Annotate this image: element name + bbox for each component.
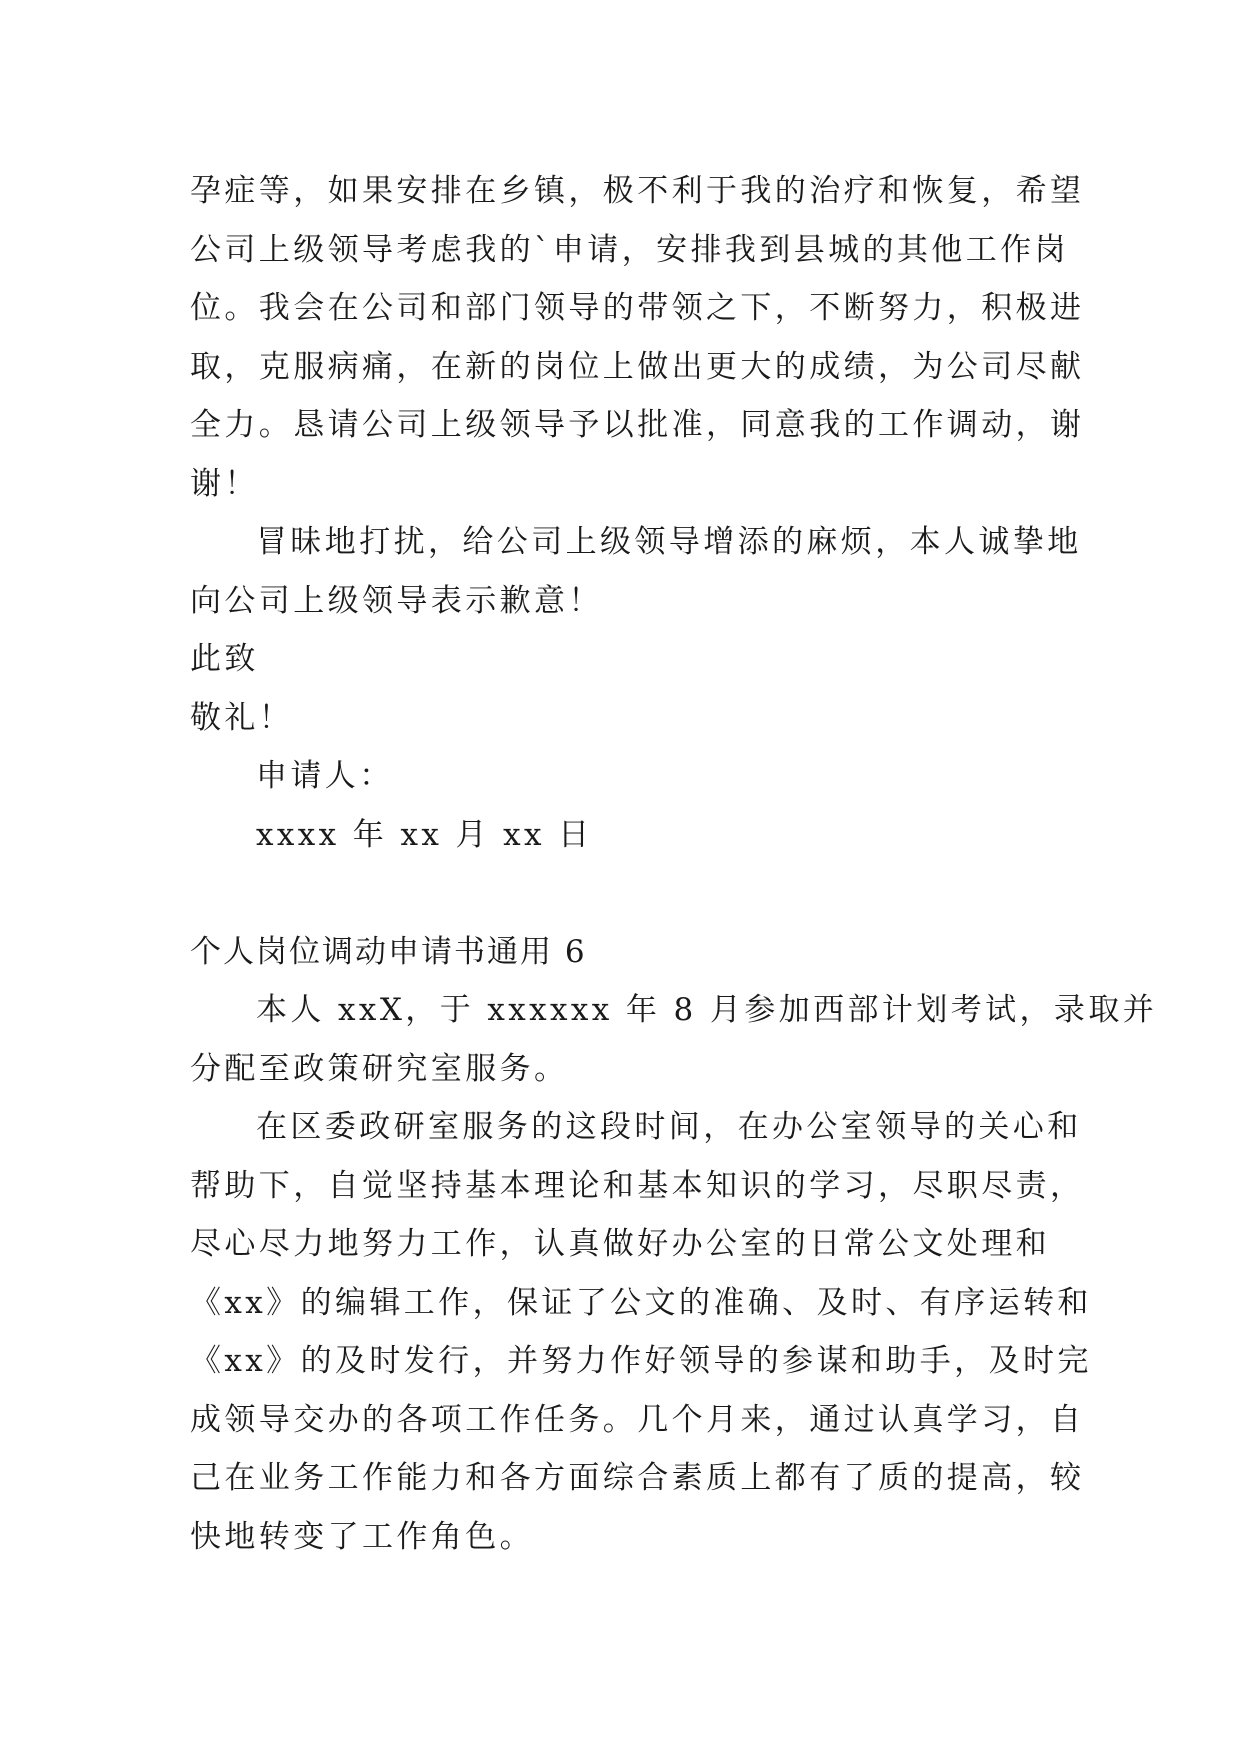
- section-title: 个人岗位调动申请书通用 6: [190, 933, 587, 970]
- salutation-line: 敬礼！: [190, 699, 294, 736]
- text-line: 己在业务工作能力和各方面综合素质上都有了质的提高，较: [190, 1460, 1085, 1496]
- spacer: [190, 864, 1060, 923]
- section6-paragraph-2: [190, 1098, 1092, 1566]
- text-line: 向公司上级领导表示歉意！: [190, 582, 603, 619]
- text-line: 谢！: [190, 465, 259, 502]
- text-line: 公司上级领导考虑我的`申请，安排我到县城的其他工作岗: [190, 231, 1069, 268]
- text-line: 取，克服病痛，在新的岗位上做出更大的成绩，为公司尽献: [190, 348, 1085, 385]
- text-line: 冒昧地打扰，给公司上级领导增添的麻烦，本人诚挚地: [256, 524, 1082, 560]
- letter-continued-paragraph: [190, 162, 1085, 513]
- text-line: 位。我会在公司和部门领导的带领之下，不断努力，积极进: [190, 290, 1085, 326]
- text-line: 尽心尽力地努力工作，认真做好办公室的日常公文处理和: [190, 1226, 1050, 1262]
- date-line: xxxx 年 xx 月 xx 日: [256, 816, 593, 853]
- text-line: 帮助下，自觉坚持基本理论和基本知识的学习，尽职尽责，: [190, 1167, 1085, 1204]
- text-line: 本人 xxX，于 xxxxxx 年 8 月参加西部计划考试，录取并: [256, 992, 1158, 1028]
- text-line: 《xx》的及时发行，并努力作好领导的参谋和助手，及时完: [190, 1343, 1092, 1379]
- text-line: 《xx》的编辑工作，保证了公文的准确、及时、有序运转和: [190, 1284, 1092, 1321]
- section6-paragraph-1: [190, 981, 1158, 1098]
- text-line: 快地转变了工作角色。: [190, 1518, 534, 1555]
- text-line: 在区委政研室服务的这段时间，在办公室领导的关心和: [256, 1109, 1082, 1145]
- apology-paragraph: [190, 513, 1082, 630]
- text-line: 分配至政策研究室服务。: [190, 1050, 569, 1087]
- text-line: 成领导交办的各项工作任务。几个月来，通过认真学习，自: [190, 1401, 1085, 1438]
- salutation-line: 此致: [190, 641, 259, 677]
- document-page: [190, 162, 1158, 1566]
- text-line: 全力。恳请公司上级领导予以批准，同意我的工作调动，谢: [190, 407, 1085, 443]
- text-line: 孕症等，如果安排在乡镇，极不利于我的治疗和恢复，希望: [190, 173, 1085, 209]
- applicant-label: 申请人：: [256, 758, 394, 794]
- closing-block: [190, 630, 1060, 864]
